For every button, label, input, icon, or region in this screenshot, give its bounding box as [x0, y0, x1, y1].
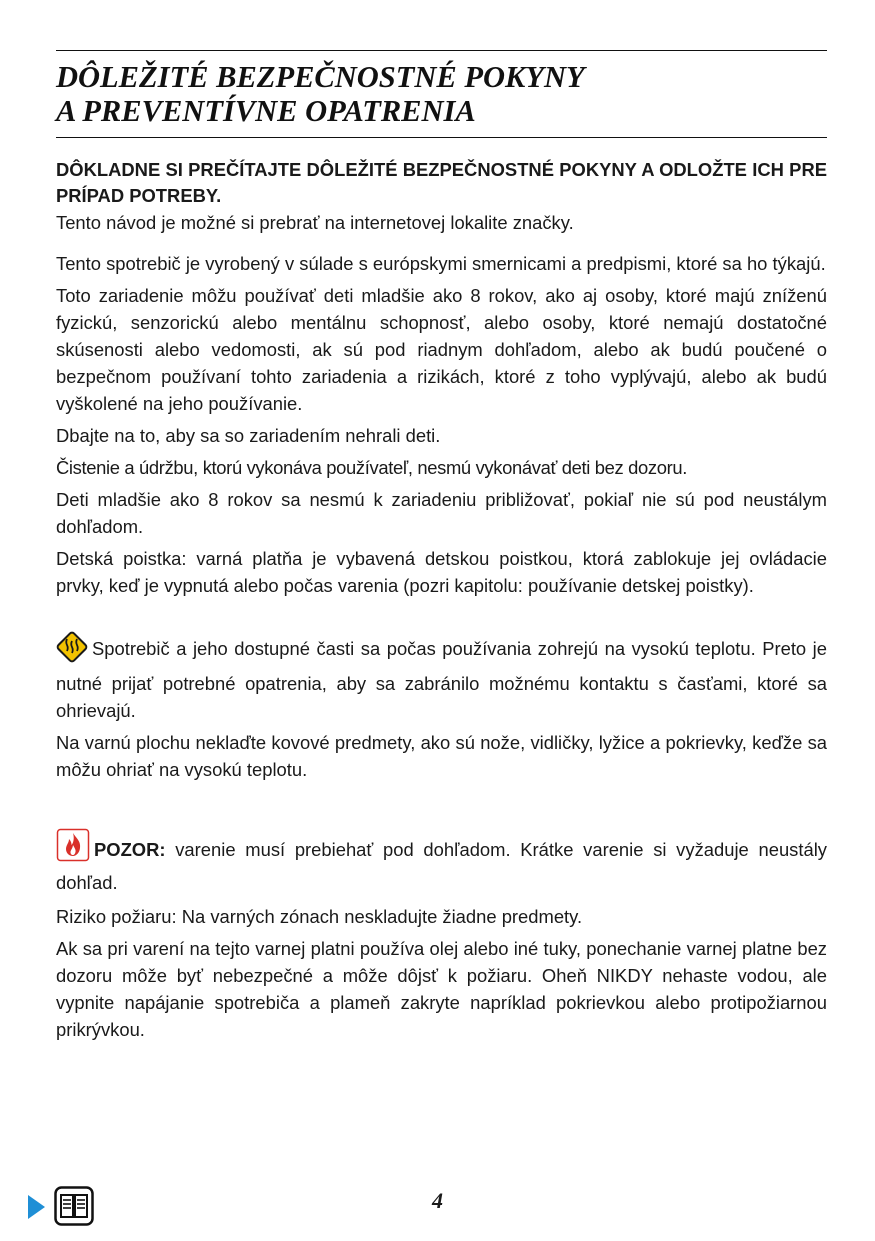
metal-objects-paragraph: Na varnú plochu neklaďte kovové predmety, ako sú nože, vidličky, lyžice a pokrievky, keďže sa môžu ohriať na vysokú teplotu.	[56, 732, 827, 780]
hot-parts-text: Spotrebič a jeho dostupné časti sa počas používania zohrejú na vysokú teplotu. Preto je nutné prijať potrebné opatrenia, aby sa zabránilo možnému kontaktu s časťami, ktoré sa ohrievajú.	[56, 638, 827, 721]
pozor-text: varenie musí prebiehať pod dohľadom. Krátke varenie si vyžaduje neustály dohľad.	[56, 839, 827, 893]
top-rule	[56, 50, 827, 51]
page-title	[56, 60, 827, 128]
intro-instruction: DÔKLADNE SI PREČÍTAJTE DÔLEŽITÉ BEZPEČNOSTNÉ POKYNY A ODLOŽTE ICH PRE PRÍPAD POTREBY.	[56, 159, 827, 206]
title-line-2: A PREVENTÍVNE OPATRENIA	[56, 94, 476, 128]
keep-away-paragraph: Deti mladšie ako 8 rokov sa nesmú k zariadeniu približovať, pokiaľ nie sú pod neustálym dohľadom.	[56, 489, 827, 537]
hot-parts-paragraph	[56, 631, 827, 724]
safety-content	[56, 157, 827, 1043]
no-play-paragraph: Dbajte na to, aby sa so zariadením nehrali deti.	[56, 425, 441, 446]
fire-risk-paragraph: Riziko požiaru: Na varných zónach neskladujte žiadne predmety.	[56, 906, 583, 927]
pozor-paragraph	[56, 828, 827, 896]
pozor-label: POZOR:	[94, 839, 166, 860]
children-usage-paragraph: Toto zariadenie môžu používať deti mladšie ako 8 rokov, ako aj osoby, ktoré majú zníženú fyzickú, senzorickú alebo mentálnu schopnosť, alebo osoby, ktoré nemajú dostatočné skúsenosti alebo vedomosti, ak sú pod riadnym dohľadom, alebo ak budú poučené o bezpečnom používaní tohto zariadenia a rizikách, ktoré z toho vyplývajú, alebo ak budú vyškolené na jeho používanie.	[56, 285, 827, 414]
cleaning-paragraph: Čistenie a údržbu, ktorú vykonáva používateľ, nesmú vykonávať deti bez dozoru.	[56, 457, 688, 478]
page-number: 4	[432, 1188, 443, 1213]
hot-surface-warning-icon	[56, 631, 88, 670]
child-lock-paragraph: Detská poistka: varná platňa je vybavená detskou poistkou, ktorá zablokuje jej ovládacie prvky, keď je vypnutá alebo počas varenia (pozri kapitolu: používanie detskej poistky).	[56, 548, 827, 596]
title-bottom-rule	[56, 137, 827, 138]
compliance-paragraph: Tento spotrebič je vyrobený v súlade s európskymi smernicami a predpismi, ktoré sa ho týkajú.	[56, 253, 826, 274]
download-note: Tento návod je možné si prebrať na internetovej lokalite značky.	[56, 212, 574, 233]
fire-warning-icon	[56, 828, 90, 869]
title-line-1: DÔLEŽITÉ BEZPEČNOSTNÉ POKYNY	[56, 60, 585, 94]
oil-fire-paragraph: Ak sa pri varení na tejto varnej platni používa olej alebo iné tuky, ponechanie varnej platne bez dozoru môže byť nebezpečné a môže dôjsť k požiaru. Oheň NIKDY nehaste vodou, ale vypnite napájanie spotrebiča a plameň zakryte napríklad pokrievkou alebo protipožiarnou prikrývkou.	[56, 938, 827, 1040]
